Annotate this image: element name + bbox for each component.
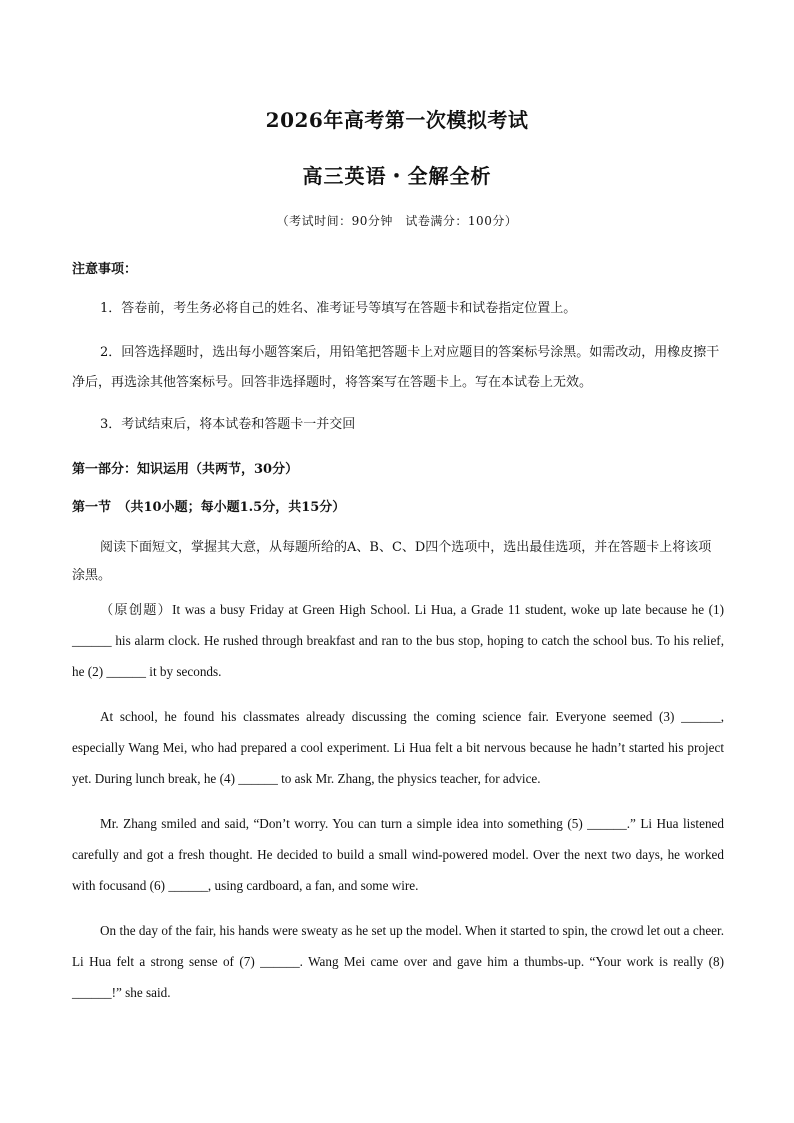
notice-item-1: 1．答卷前，考生务必将自己的姓名、准考证号等填写在答题卡和试卷指定位置上。 [100,301,577,316]
passage-paragraph-1: （原创题）It was a busy Friday at Green High School. Li Hua, a Grade 11 student, woke up late because he (1) ______ his alarm clock. He rushed through breakfast and ran to the bus stop, hoping to catch the school bus. To his relief, he (2) ______ it by seconds. [72,602,724,679]
section-one-heading: 第一节 （共10小题；每小题1.5分，共15分） [72,500,346,515]
part-one-heading: 第一部分：知识运用（共两节，30分） [72,462,299,477]
exam-subtitle: 高三英语・全解全析 [302,164,492,188]
exam-title: 2026年高考第一次模拟考试 [265,108,529,132]
exam-time-and-score: （考试时间：90分钟 试卷满分：100分） [276,214,518,228]
notice-heading: 注意事项： [72,262,138,277]
notice-item-2: 2．回答选择题时，选出每小题答案后，用铅笔把答题卡上对应题目的答案标号涂黑。如需改动，用橡皮擦干净后，再选涂其他答案标号。回答非选择题时，将答案写在答题卡上。写在本试卷上无效。 [72,345,720,390]
notice-item-3: 3．考试结束后，将本试卷和答题卡一并交回 [100,417,356,432]
passage-paragraph-2: At school, he found his classmates already discussing the coming science fair. Everyone seemed (3) ______, especially Wang Mei, who had prepared a cool experiment. Li Hua felt a bit nervous because he hadn’t started his project yet. During lunch break, he (4) ______ to ask Mr. Zhang, the physics teacher, for advice. [72,709,724,786]
section-instructions: 阅读下面短文，掌握其大意，从每题所给的A、B、C、D四个选项中，选出最佳选项，并在答题卡上将该项涂黑。 [72,540,712,583]
passage-paragraph-3: Mr. Zhang smiled and said, “Don’t worry. You can turn a simple idea into something (5) ______.” Li Hua listened carefully and got a fresh thought. He decided to build a small wind-powered model. Over the next two days, he worked with focusand (6) ______, using cardboard, a fan, and some wire. [72,816,724,893]
passage-paragraph-4: On the day of the fair, his hands were sweaty as he set up the model. When it started to spin, the crowd let out a cheer. Li Hua felt a strong sense of (7) ______. Wang Mei came over and gave him a thumbs-up. “Your work is really (8) ______!” she said. [72,923,724,1000]
